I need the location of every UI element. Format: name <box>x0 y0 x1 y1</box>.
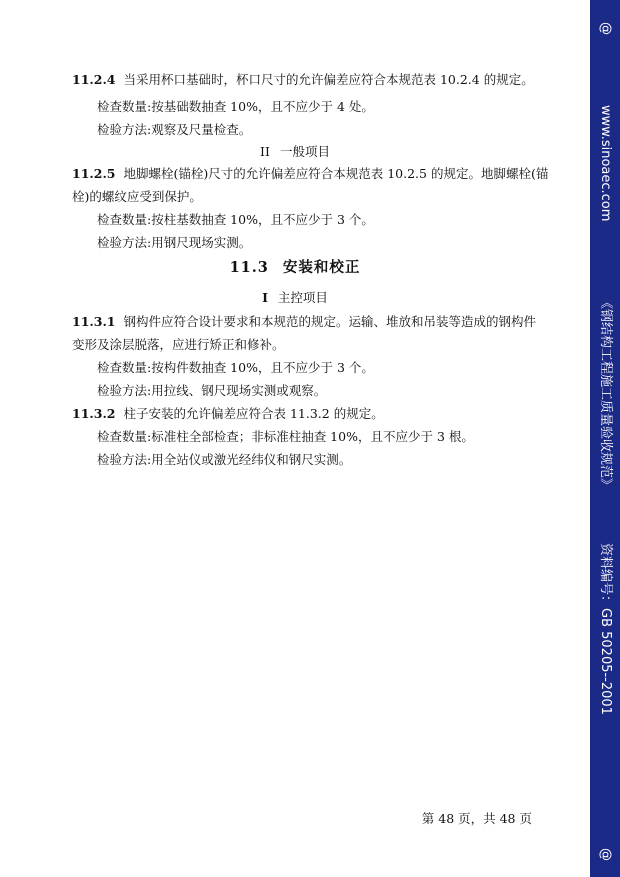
section-heading-11-3 <box>0 260 590 276</box>
page-footer <box>0 809 590 827</box>
clause-number: 11.2.5 <box>72 166 116 181</box>
section-number: 11.3 <box>229 259 269 276</box>
inspection-quantity: 检查数量:按基础数抽查 10%，且不应少于 4 处。 <box>97 99 374 114</box>
website-text <box>591 105 613 222</box>
clause-number: 11.3.1 <box>72 314 116 329</box>
clause-number: 11.2.4 <box>72 72 116 87</box>
clause-11-3-2 <box>72 406 384 422</box>
clause-11-2-5 <box>72 166 548 182</box>
clause-11-2-4 <box>72 72 534 88</box>
inspection-quantity: 检查数量:标准柱全部检查；非标准柱抽查 10%，且不应少于 3 根。 <box>97 429 474 444</box>
inspection-method: 检验方法:用钢尺现场实测。 <box>97 235 252 250</box>
inspection-method: 检验方法:用全站仪或激光经纬仪和钢尺实测。 <box>97 452 352 467</box>
subheading-main-items <box>0 290 590 306</box>
document-number-text <box>591 543 613 715</box>
book-title-text <box>591 296 613 492</box>
watermark-sidebar <box>590 0 620 877</box>
clause-text: 地脚螺栓(锚栓)尺寸的允许偏差应符合本规范表 10.2.5 的规定。地脚螺栓(锚 <box>123 166 549 181</box>
clause-text: 钢构件应符合设计要求和本规范的规定。运输、堆放和吊装等造成的钢构件 <box>123 314 537 329</box>
at-symbol-top <box>591 22 613 35</box>
clause-11-3-1 <box>72 314 536 330</box>
document-number-label: 资料编号：GB 50205--2001 <box>598 543 613 715</box>
at-text: @ <box>598 848 613 861</box>
clause-continuation: 栓)的螺纹应受到保护。 <box>72 189 202 204</box>
subheading-general-items <box>0 144 590 160</box>
inspection-quantity: 检查数量:按柱基数抽查 10%，且不应少于 3 个。 <box>97 212 374 227</box>
clause-number: 11.3.2 <box>72 406 116 421</box>
subheading-text: 一般项目 <box>279 144 330 159</box>
roman-numeral: I <box>262 290 268 305</box>
clause-text: 当采用杯口基础时，杯口尺寸的允许偏差应符合本规范表 10.2.4 的规定。 <box>123 72 534 87</box>
section-title: 安装和校正 <box>282 259 361 276</box>
roman-numeral: II <box>260 144 270 159</box>
website-label: www.sinoaec.com <box>598 105 613 222</box>
inspection-quantity: 检查数量:按构件数抽查 10%，且不应少于 3 个。 <box>97 360 374 375</box>
page-number: 第 48 页，共 48 页 <box>421 811 532 826</box>
inspection-method: 检验方法:观察及尺量检查。 <box>97 122 252 137</box>
clause-text: 柱子安装的允许偏差应符合表 11.3.2 的规定。 <box>123 406 384 421</box>
at-text: @ <box>598 22 613 35</box>
clause-continuation: 变形及涂层脱落，应进行矫正和修补。 <box>72 337 285 352</box>
subheading-text: 主控项目 <box>277 290 328 305</box>
inspection-method: 检验方法:用拉线、钢尺现场实测或观察。 <box>97 383 327 398</box>
book-title-label: 《钢结构工程施工质量验收规范》 <box>598 296 613 492</box>
at-symbol-bottom <box>591 848 613 861</box>
